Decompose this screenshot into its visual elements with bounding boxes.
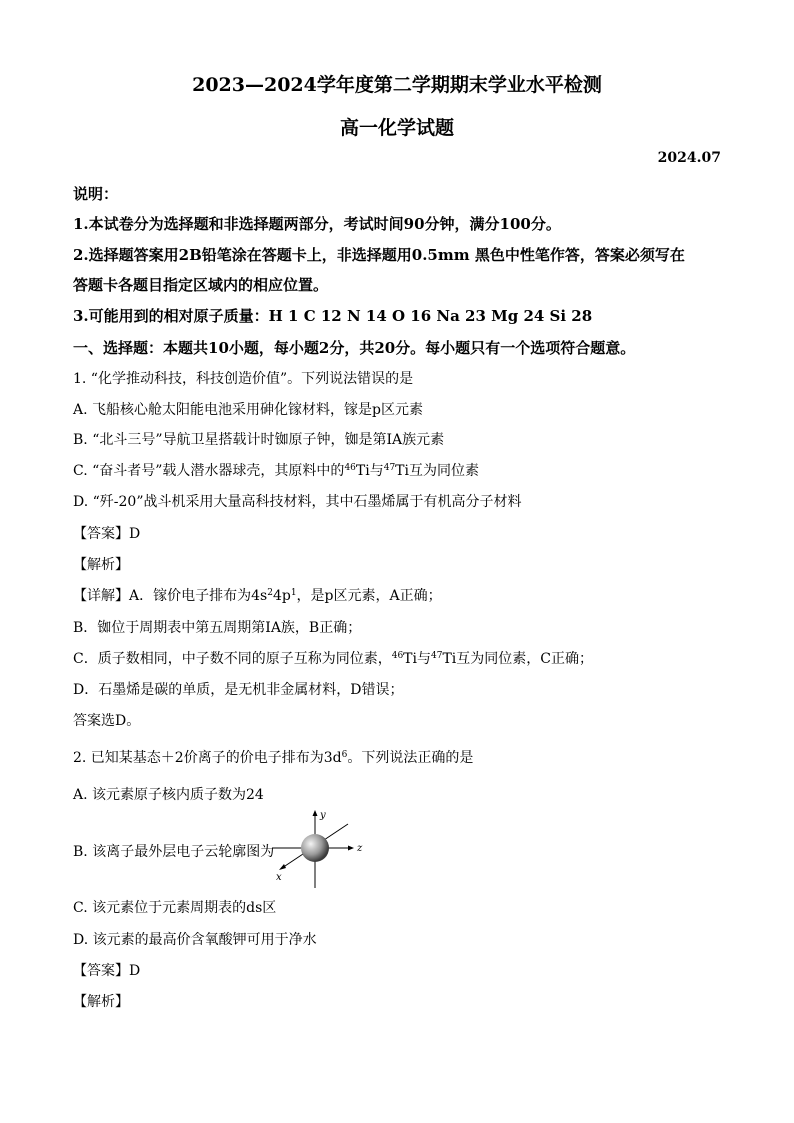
section-heading: 一、选择题：本题共10小题，每小题2分，共20分。每小题只有一个选项符合题意。 [73, 339, 636, 357]
exam-date: 2024.07 [657, 150, 721, 166]
q2-stem: 2. 已知某基态＋2价离子的价电子排布为$3d^6$。下列说法正确的是 [73, 750, 474, 766]
q2-answer: 【答案】D [73, 963, 141, 979]
q1-analysis: 【解析】 [73, 557, 129, 573]
note-3: 3.可能用到的相对原子质量：H 1 C 12 N 14 O 16 Na 23 Mg 24 Si 28 [73, 307, 593, 325]
q1-answer: 【答案】D [73, 526, 141, 542]
x-axis-label: x [276, 872, 282, 883]
q1-conclusion: 答案选D。 [73, 713, 141, 729]
z-axis-arrow-icon [348, 846, 354, 851]
electron-cloud-diagram [268, 808, 368, 890]
z-axis-label: z [357, 843, 363, 854]
y-axis-arrow-icon [313, 810, 318, 816]
q2-option-d: D. 该元素的最高价含氧酸钾可用于净水 [73, 932, 317, 948]
q1-stem: 1. “化学推动科技，科技创造价值”。下列说法错误的是 [73, 371, 414, 387]
note-2b: 答题卡各题目指定区域内的相应位置。 [73, 276, 329, 294]
s-orbital-sphere [301, 834, 329, 862]
q1-option-b: B. “北斗三号”导航卫星搭载计时铷原子钟，铷是第ⅠA族元素 [73, 432, 445, 448]
notes-heading: 说明： [73, 185, 119, 203]
q1-option-a: A. 飞船核心舱太阳能电池采用砷化镓材料，镓是p区元素 [73, 402, 423, 418]
q2-option-a: A. 该元素原子核内质子数为24 [73, 787, 264, 803]
x-axis-arrow-icon [279, 864, 286, 870]
note-2a: 2.选择题答案用2B铅笔涂在答题卡上，非选择题用0.5mm 黑色中性笔作答，答案必须写在 [73, 246, 685, 264]
y-axis-label: y [320, 810, 326, 821]
q2-option-c: C. 该元素位于元素周期表的ds区 [73, 900, 277, 916]
q2-option-b: B. 该离子最外层电子云轮廓图为 [73, 844, 275, 860]
q1-detail-a: 【详解】A．镓价电子排布为$4s^24p^1$，是p区元素，A正确； [73, 588, 442, 604]
q1-option-c: C. “奋斗者号”载人潜水器球壳，其原料中的$^{46}$Ti与$^{47}$Ti互为同位素 [73, 463, 479, 479]
q1-detail-d: D．石墨烯是碳的单质，是无机非金属材料，D错误； [73, 682, 404, 698]
q1-option-d: D. “歼-20”战斗机采用大量高科技材料，其中石墨烯属于有机高分子材料 [73, 494, 522, 510]
exam-title: 2023—2024学年度第二学期期末学业水平检测 [192, 74, 602, 96]
exam-subtitle: 高一化学试题 [339, 117, 454, 139]
q2-analysis: 【解析】 [73, 994, 129, 1010]
q1-detail-b: B．铷位于周期表中第五周期第ⅠA族，B正确； [73, 620, 362, 636]
q1-detail-c: C．质子数相同，中子数不同的原子互称为同位素，$^{46}$Ti与$^{47}$Ti互为同位素，C正确； [73, 651, 593, 667]
note-1: 1.本试卷分为选择题和非选择题两部分，考试时间90分钟，满分100分。 [73, 215, 561, 233]
